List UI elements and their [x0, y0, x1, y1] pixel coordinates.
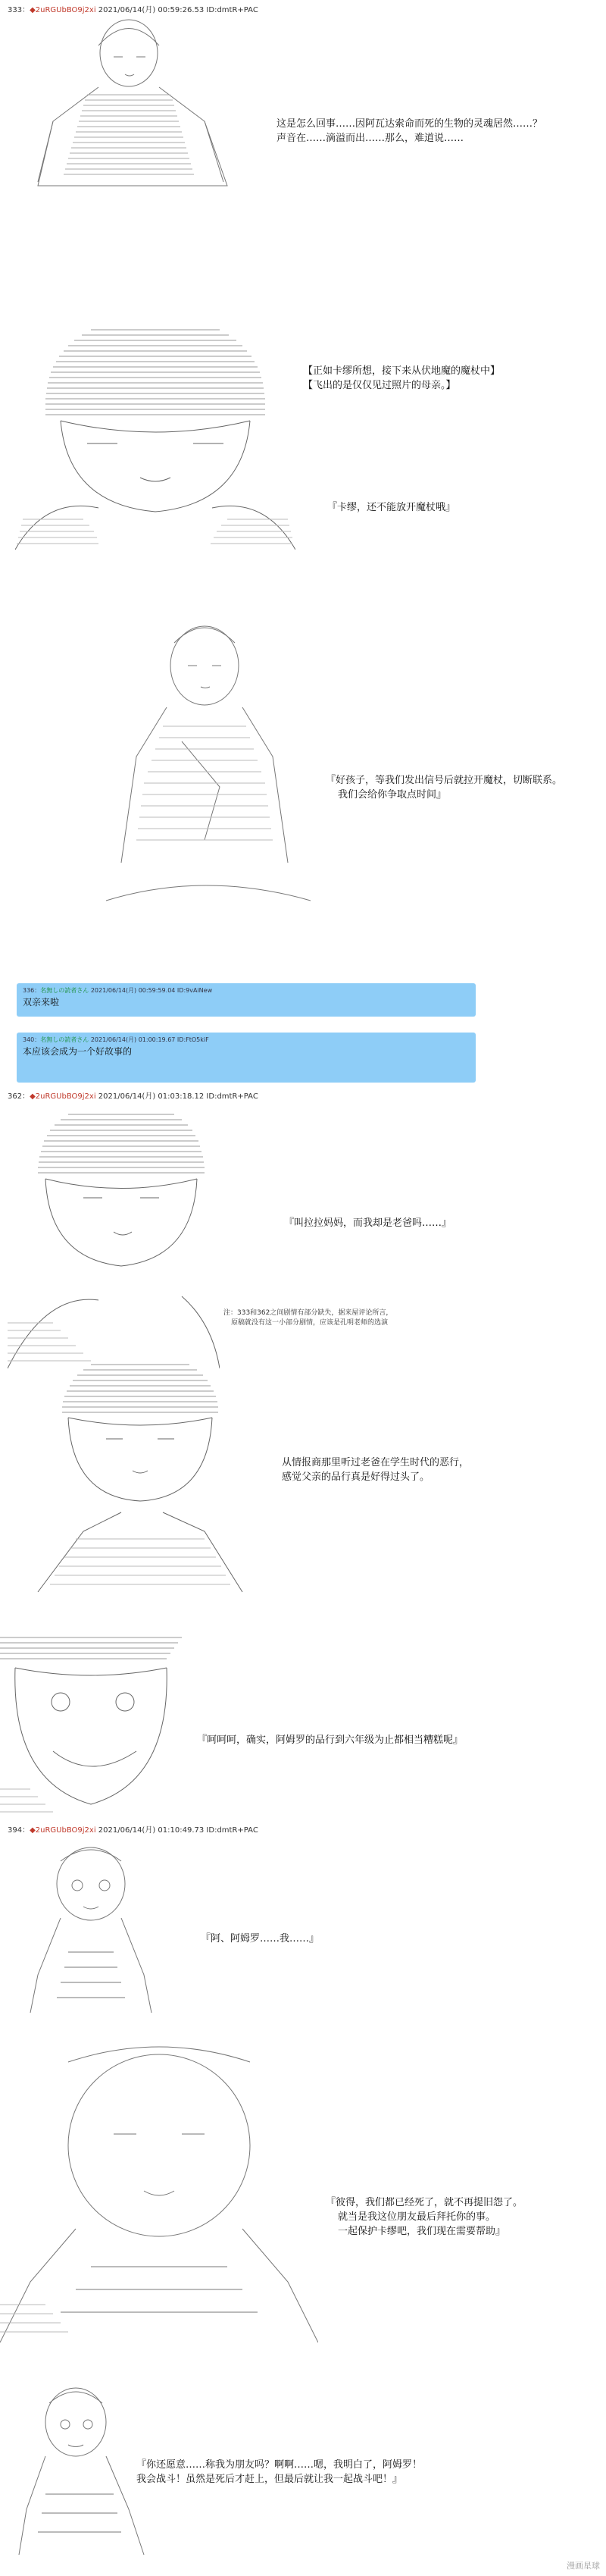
ascii-art-figure-6 [0, 1630, 189, 1819]
reply-comment[interactable] [17, 983, 476, 1017]
dialog-line: 这是怎么回事……因阿瓦达索命而死的生物的灵魂居然……？ [276, 118, 543, 130]
dialog-line: 一起保护卡缪吧，我们现在需要帮助』 [338, 2226, 506, 2237]
ascii-art-figure-2 [15, 322, 295, 557]
ascii-art-figure-5 [23, 1357, 258, 1600]
post-date: 2021/06/14(月) 01:03:18.12 [98, 1092, 205, 1101]
note-line: 注：333和362之间剧情有部分缺失，据来屋评论所言， [223, 1309, 393, 1317]
dialog-line: 感觉父亲的品行真是好得过头了。 [282, 1471, 430, 1483]
ascii-art-figure-7 [23, 1838, 159, 2020]
dialog-line: 『好孩子，等我们发出信号后就拉开魔杖，切断联系。 [326, 775, 563, 786]
dialog-line: 『彼得，我们都已经死了，就不再提旧怨了。 [326, 2197, 523, 2208]
dialog-text-3: 『卡缪，还不能放开魔杖哦』 [327, 502, 456, 513]
dialog-line: 声音在……滴溢而出……那么，难道说…… [276, 133, 464, 144]
ascii-art-figure-8 [0, 2039, 318, 2343]
dialog-text-5: 『叫拉拉妈妈，而我却是老爸吗……』 [284, 1217, 452, 1229]
dialog-line: 我会战斗！虽然是死后才赶上，但最后就让我一起战斗吧！』 [136, 2474, 403, 2485]
dialog-text-7: 『呵呵呵，确实，阿姆罗的品行到六年级为止都相当糟糕呢』 [197, 1735, 464, 1746]
reply-body: 本应该会成为一个好故事的 [23, 1046, 133, 1057]
note-line: 原稿就没有这一小部分剧情，应该是孔明老师的选演 [231, 1319, 389, 1327]
post-date: 2021/06/14(月) 01:10:49.73 [98, 1826, 205, 1835]
post-header: 333：◆2uRGUbBO9j2xi 2021/06/14(月) 00:59:26.53 ID:dmtR+PAC [8, 6, 258, 14]
post-number[interactable]: 333 [8, 6, 23, 14]
reply-name: 名無しの読者さん [40, 987, 89, 994]
dialog-line: 『你还愿意……称我为朋友吗？啊啊……嗯，我明白了，阿姆罗！ [136, 2459, 423, 2471]
watermark-logo: 漫画星球 [567, 2561, 600, 2571]
dialog-text-9 [326, 2195, 523, 2239]
dialog-text-1 [276, 117, 542, 146]
post-id: ID:dmtR+PAC [206, 6, 258, 14]
reply-body: 双亲来啦 [23, 997, 60, 1008]
reply-date: 2021/06/14(月) 00:59:59.04 [90, 987, 176, 994]
reply-meta: 340：名無しの読者さん 2021/06/14(月) 01:00:19.67 ID:FtO5kiF [23, 1036, 209, 1043]
ascii-art-figure-3 [91, 613, 318, 908]
ascii-art-figure-4 [8, 1103, 220, 1384]
reply-number: 340 [23, 1036, 35, 1043]
reply-meta: 336：名無しの読者さん 2021/06/14(月) 00:59:59.04 ID:9vAiNew [23, 987, 213, 994]
dialog-text-10 [136, 2458, 422, 2487]
translator-note [223, 1308, 392, 1328]
post-number[interactable]: 362 [8, 1092, 23, 1101]
post-id: ID:dmtR+PAC [206, 1826, 258, 1835]
dialog-text-8: 『阿、阿姆罗……我……』 [201, 1933, 320, 1945]
dialog-text-4 [326, 773, 562, 802]
post-number[interactable]: 394 [8, 1826, 23, 1835]
ascii-art-figure-9 [15, 2380, 152, 2562]
dialog-line: 【飞出的是仅仅见过照片的母亲。】 [303, 380, 456, 391]
post-header: 362：◆2uRGUbBO9j2xi 2021/06/14(月) 01:03:18.12 ID:dmtR+PAC [8, 1092, 258, 1101]
post-date: 2021/06/14(月) 00:59:26.53 [98, 6, 205, 14]
reply-number: 336 [23, 987, 35, 994]
dialog-line: 【正如卡缪所想，接下来从伏地魔的魔杖中】 [303, 365, 501, 377]
poster-name: ◆2uRGUbBO9j2xi [30, 1092, 96, 1101]
post-id: ID:dmtR+PAC [206, 1092, 258, 1101]
reply-id: ID:9vAiNew [176, 987, 213, 994]
dialog-text-6 [282, 1456, 469, 1484]
dialog-text-2 [303, 364, 500, 393]
poster-name: ◆2uRGUbBO9j2xi [30, 1826, 96, 1835]
dialog-line: 就当是我这位朋友最后拜托你的事。 [338, 2211, 496, 2223]
reply-name: 名無しの読者さん [40, 1036, 89, 1043]
reply-date: 2021/06/14(月) 01:00:19.67 [90, 1036, 176, 1043]
reply-comment[interactable] [17, 1033, 476, 1083]
post-header: 394：◆2uRGUbBO9j2xi 2021/06/14(月) 01:10:49.73 ID:dmtR+PAC [8, 1826, 258, 1835]
ascii-art-figure-1 [23, 15, 242, 197]
dialog-line: 我们会给你争取点时间』 [338, 789, 447, 801]
poster-name: ◆2uRGUbBO9j2xi [30, 6, 96, 14]
reply-id: ID:FtO5kiF [176, 1036, 209, 1043]
dialog-line: 从情报商那里听过老爸在学生时代的恶行， [282, 1457, 470, 1468]
